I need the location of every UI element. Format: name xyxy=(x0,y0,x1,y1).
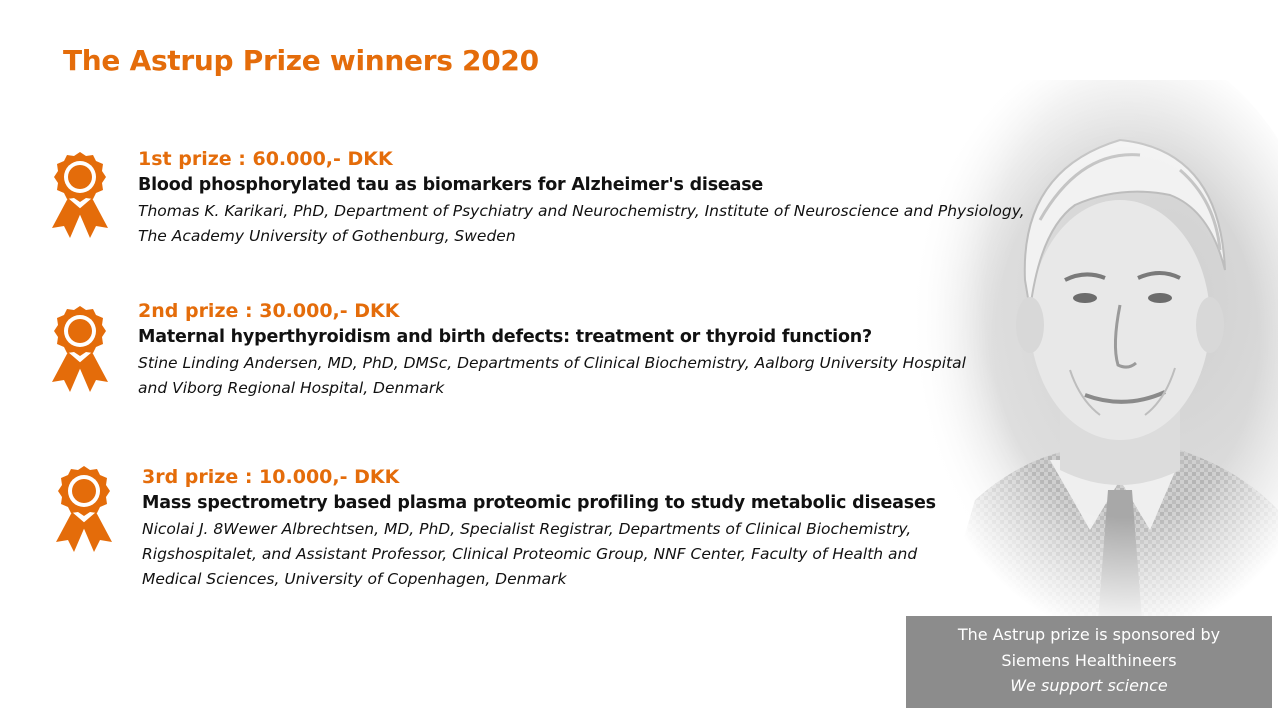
prize-authors: Thomas K. Karikari, PhD, Department of Psychiatry and Neurochemistry, Institute of Neuroscience and Physiology, The Academy University of Gothenburg, Sweden xyxy=(138,202,1025,245)
prize-amount: 2nd prize : 30.000,- DKK xyxy=(138,300,400,322)
sponsor-line-2: Siemens Healthineers xyxy=(1001,650,1177,670)
prize-amount: 1st prize : 60.000,- DKK xyxy=(138,148,393,170)
prize-2 xyxy=(138,299,998,401)
award-ribbon-icon xyxy=(48,304,112,394)
sponsor-tagline: We support science xyxy=(1010,676,1168,695)
prize-title: Blood phosphorylated tau as biomarkers for Alzheimer's disease xyxy=(138,175,764,195)
award-ribbon-icon xyxy=(52,464,116,554)
prize-amount: 3rd prize : 10.000,- DKK xyxy=(142,466,400,488)
prize-title: Maternal hyperthyroidism and birth defects: treatment or thyroid function? xyxy=(138,327,872,347)
sponsor-line-1: The Astrup prize is sponsored by xyxy=(957,625,1221,644)
prize-authors: Stine Linding Andersen, MD, PhD, DMSc, Departments of Clinical Biochemistry, Aalborg University Hospital and Viborg Regional Hospital, Denmark xyxy=(138,354,966,397)
slide-title: The Astrup Prize winners 2020 xyxy=(63,44,539,77)
award-ribbon-icon xyxy=(48,150,112,240)
prize-3 xyxy=(142,465,972,592)
prize-authors: Nicolai J. 8Wewer Albrechtsen, MD, PhD, Specialist Registrar, Departments of Clinical Biochemistry, Rigshospitalet, and Assistant Professor, Clinical Proteomic Group, NNF Center, Faculty of Health and Medical Sciences, University of Copenhagen, Denmark xyxy=(142,520,918,588)
sponsor-box xyxy=(906,616,1272,708)
prize-title: Mass spectrometry based plasma proteomic profiling to study metabolic diseases xyxy=(142,493,936,513)
prize-1 xyxy=(138,147,1038,249)
